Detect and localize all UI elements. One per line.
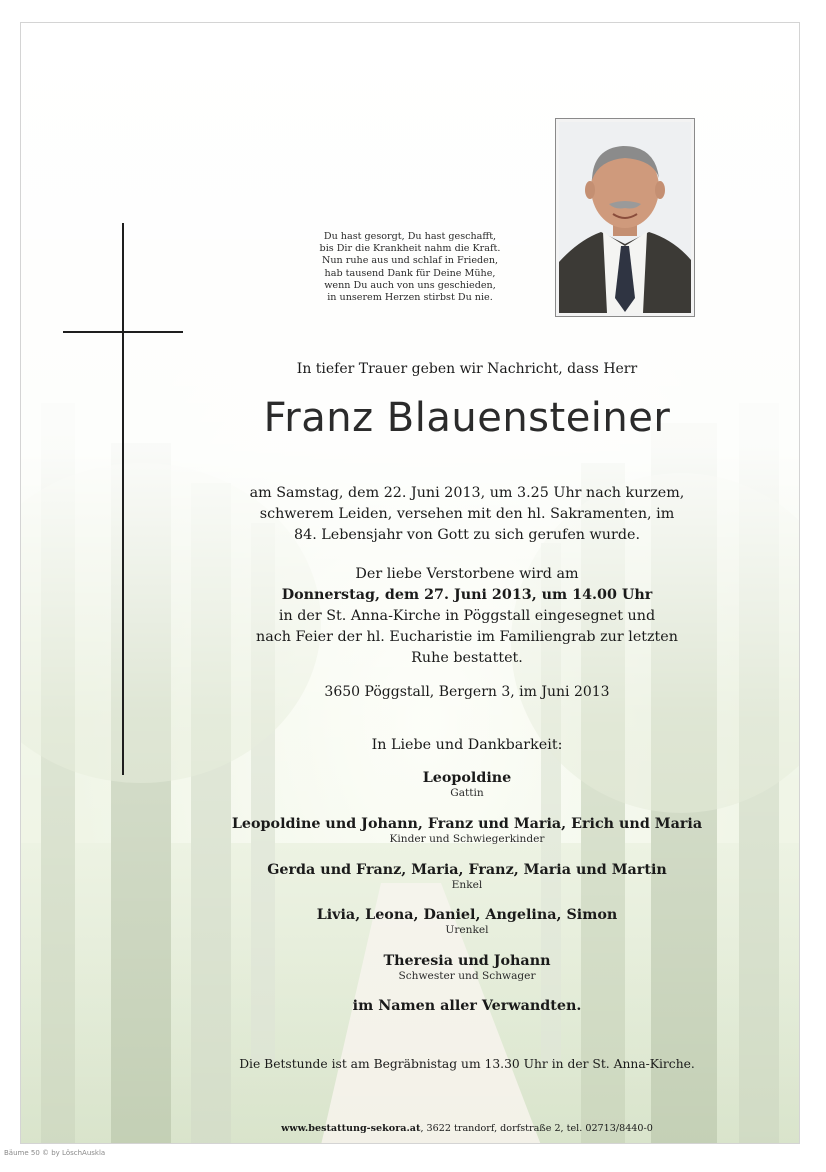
mourner-relation: Urenkel [445,924,489,936]
poem-line: wenn Du auch von uns geschieden, [324,279,496,291]
mourner-relation: Kinder und Schwiegerkinder [389,833,545,845]
mourner-relation: Enkel [451,879,483,891]
portrait-image [559,122,691,313]
mourner-relation: Schwester und Schwager [398,970,536,982]
portrait-photo [555,118,695,317]
death-notice-line: schwerem Leiden, versehen mit den hl. Sakramenten, im [259,506,675,522]
place-date: 3650 Pöggstall, Bergern 3, im Juni 2013 [324,684,610,700]
death-notice [227,483,707,546]
funeral-date-time: Donnerstag, dem 27. Juni 2013, um 14.00 Uhr [281,587,653,603]
closing-line: im Namen aller Verwandten. [352,998,582,1014]
funeral-line: Der liebe Verstorbene wird am [355,566,579,582]
mourner-names: Leopoldine und Johann, Franz und Maria, Erich und Maria [231,816,703,832]
mourner-relation: Gattin [450,787,484,799]
deceased-name: Franz Blauensteiner [263,395,671,441]
funeral-home-website[interactable]: www.bestattung-sekora.at [281,1123,421,1134]
poem-line: Nun ruhe aus und schlaf in Frieden, [321,255,499,267]
obituary-sheet [20,22,800,1144]
funeral-home-address: , 3622 trandorf, dorfstraße 2, tel. 02713/8440-0 [420,1123,653,1134]
poem-line: bis Dir die Krankheit nahm die Kraft. [319,243,501,255]
mourner-group [217,952,717,982]
mourner-names: Livia, Leona, Daniel, Angelina, Simon [316,907,618,923]
death-notice-line: 84. Lebensjahr von Gott zu sich gerufen wurde. [294,527,640,543]
mourner-group [217,906,717,936]
funeral-line: nach Feier der hl. Eucharistie im Familiengrab zur letzten [256,629,678,645]
funeral-line: in der St. Anna-Kirche in Pöggstall eingesegnet und [278,608,656,624]
mourner-group [217,815,717,845]
intro-text: In tiefer Trauer geben wir Nachricht, dass Herr [296,361,638,377]
funeral-home-footer [247,1123,687,1134]
cross-horizontal-bar [63,331,183,333]
poem-line: hab tausend Dank für Deine Mühe, [324,267,496,279]
image-credit: Bäume 50 © by LöschAuskla [4,1149,106,1157]
cross-vertical-bar [122,223,124,775]
poem-line: Du hast gesorgt, Du hast geschafft, [323,231,497,242]
funeral-line: Ruhe bestattet. [411,650,523,666]
funeral-notice [227,564,707,669]
mourner-names: Gerda und Franz, Maria, Franz, Maria und Martin [267,862,667,878]
mourner-names: Leopoldine [422,770,512,786]
death-notice-line: am Samstag, dem 22. Juni 2013, um 3.25 Uhr nach kurzem, [249,485,685,501]
mourner-group [217,769,717,799]
poem-line: in unserem Herzen stirbst Du nie. [327,292,493,304]
mourner-group [217,861,717,891]
mourner-names: Theresia und Johann [383,953,551,969]
memorial-poem [281,231,539,304]
gratitude-heading: In Liebe und Dankbarkeit: [371,737,563,753]
prayer-notice: Die Betstunde ist am Begräbnistag um 13.30 Uhr in der St. Anna-Kirche. [239,1057,695,1071]
